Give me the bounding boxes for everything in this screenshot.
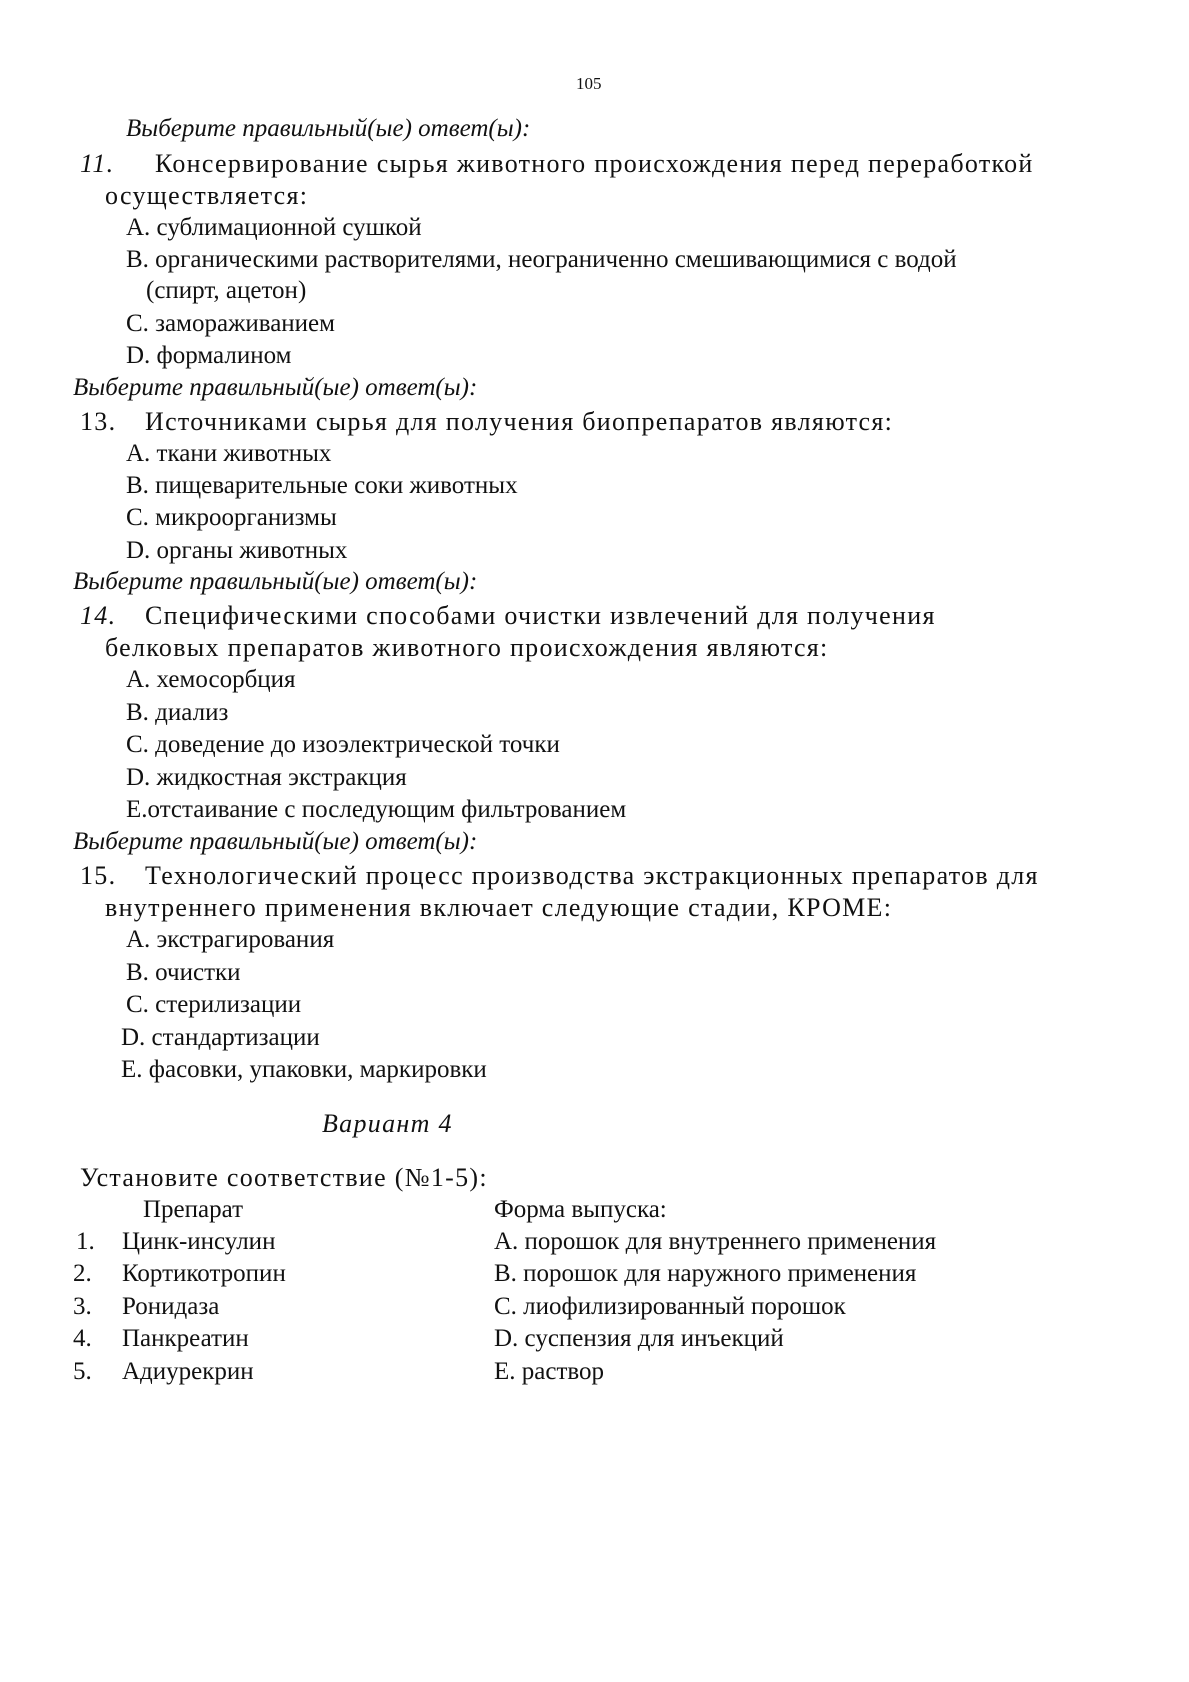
row-number: 5. — [73, 1358, 92, 1385]
drug-name: Адиурекрин — [122, 1358, 254, 1385]
question-text: Источниками сырья для получения биопрепаратов являются: — [145, 407, 894, 436]
answer-option: B. диализ — [126, 699, 229, 726]
row-number: 1. — [76, 1228, 95, 1255]
instruction-text: Выберите правильный(ые) ответ(ы): — [73, 828, 478, 855]
left-column-header: Препарат — [143, 1196, 243, 1223]
answer-option: B. очистки — [126, 959, 241, 986]
release-form: B. порошок для наружного применения — [494, 1260, 917, 1287]
question-number: 15. — [80, 861, 117, 890]
matching-instruction: Установите соответствие (№1-5): — [80, 1163, 488, 1192]
answer-option: D. жидкостная экстракция — [126, 764, 407, 791]
answer-option: A. экстрагирования — [126, 926, 335, 953]
question-text: осуществляется: — [105, 181, 309, 210]
drug-name: Панкреатин — [122, 1325, 249, 1352]
release-form: D. суспензия для инъекций — [494, 1325, 784, 1352]
instruction-text: Выберите правильный(ые) ответ(ы): — [73, 374, 478, 401]
drug-name: Цинк-инсулин — [122, 1228, 276, 1255]
question-text: Специфическими способами очистки извлечений для получения — [145, 601, 936, 630]
answer-option: C. замораживанием — [126, 310, 335, 337]
question-number: 13. — [80, 407, 117, 436]
answer-option: E. фасовки, упаковки, маркировки — [121, 1056, 487, 1083]
row-number: 2. — [73, 1260, 92, 1287]
page-number: 105 — [576, 74, 602, 93]
instruction-text: Выберите правильный(ые) ответ(ы): — [73, 568, 478, 595]
instruction-text: Выберите правильный(ые) ответ(ы): — [126, 115, 531, 142]
answer-option: B. органическими растворителями, неограниченно смешивающимися с водой — [126, 246, 957, 273]
answer-option: C. микроорганизмы — [126, 504, 337, 531]
answer-option: (спирт, ацетон) — [146, 277, 307, 304]
variant-title: Вариант 4 — [322, 1109, 453, 1138]
answer-option: A. ткани животных — [126, 440, 332, 467]
release-form: C. лиофилизированный порошок — [494, 1293, 846, 1320]
answer-option: A. сублимационной сушкой — [126, 214, 422, 241]
drug-name: Кортикотропин — [122, 1260, 286, 1287]
release-form: E. раствор — [494, 1358, 605, 1385]
drug-name: Ронидаза — [122, 1293, 220, 1320]
answer-option: D. органы животных — [126, 537, 348, 564]
right-column-header: Форма выпуска: — [494, 1196, 667, 1223]
question-number: 11. — [80, 149, 115, 178]
question-text: Консервирование сырья животного происхождения перед переработкой — [155, 149, 1034, 178]
answer-option: B. пищеварительные соки животных — [126, 472, 518, 499]
answer-option: D. стандартизации — [121, 1024, 320, 1051]
question-text: белковых препаратов животного происхождения являются: — [105, 633, 829, 662]
question-text: Технологический процесс производства экстракционных препаратов для — [145, 861, 1039, 890]
answer-option: C. доведение до изоэлектрической точки — [126, 731, 560, 758]
answer-option: E.отстаивание с последующим фильтрованием — [126, 796, 627, 823]
row-number: 4. — [73, 1325, 92, 1352]
answer-option: A. хемосорбция — [126, 666, 296, 693]
row-number: 3. — [73, 1293, 92, 1320]
question-number: 14. — [80, 601, 117, 630]
answer-option: C. стерилизации — [126, 991, 302, 1018]
answer-option: D. формалином — [126, 342, 292, 369]
release-form: A. порошок для внутреннего применения — [494, 1228, 937, 1255]
question-text: внутреннего применения включает следующие стадии, КРОМЕ: — [105, 893, 893, 922]
